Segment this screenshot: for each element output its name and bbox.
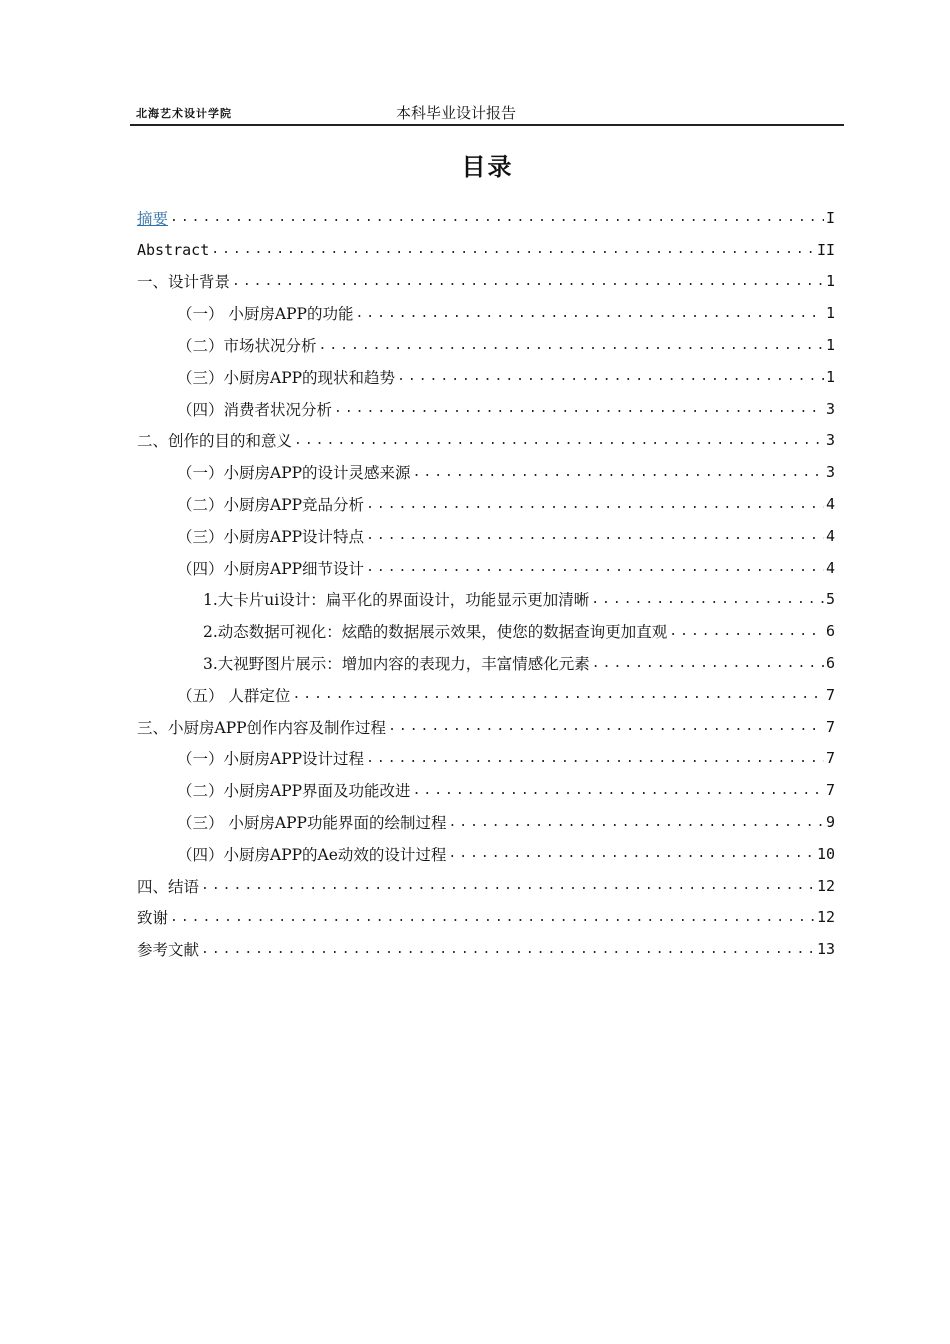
report-type: 本科毕业设计报告 (396, 104, 517, 122)
toc-entry-label: （三）小厨房APP设计特点 (177, 527, 365, 546)
table-of-contents (137, 202, 835, 965)
toc-page-number: 1 (825, 304, 835, 323)
toc-page-number: 6 (825, 622, 835, 641)
toc-entry[interactable] (137, 647, 835, 679)
toc-entry-label: （一）小厨房APP设计过程 (177, 750, 365, 769)
toc-entry-label: （四）消费者状况分析 (177, 400, 333, 419)
toc-page-number: II (816, 240, 835, 259)
toc-page-number: 13 (816, 940, 835, 959)
toc-entry[interactable] (137, 711, 835, 743)
toc-entry[interactable] (137, 902, 835, 934)
toc-entry[interactable] (137, 774, 835, 806)
toc-entry-label: 四、结语 (137, 877, 200, 896)
toc-page-number: 4 (825, 495, 835, 514)
toc-page-number: I (825, 208, 835, 227)
toc-entry[interactable] (137, 456, 835, 488)
toc-entry-label: 三、小厨房APP创作内容及制作过程 (137, 718, 387, 737)
toc-entry-label: （四）小厨房APP的Ae动效的设计过程 (177, 845, 447, 864)
toc-entry[interactable] (137, 679, 835, 711)
toc-dot-leader (355, 306, 823, 321)
toc-entry-label: 参考文献 (137, 941, 200, 960)
toc-dot-leader (366, 497, 824, 512)
toc-dot-leader (592, 656, 824, 671)
toc-entry[interactable] (137, 520, 835, 552)
toc-dot-leader (413, 783, 824, 798)
toc-page-number: 12 (816, 876, 835, 895)
toc-page-number: 4 (825, 526, 835, 545)
toc-entry[interactable] (137, 393, 835, 425)
page-header (130, 102, 843, 124)
toc-dot-leader (366, 560, 824, 575)
toc-entry-label: 3.大视野图片展示：增加内容的表现力，丰富情感化元素 (203, 655, 590, 674)
toc-dot-leader (669, 624, 824, 639)
toc-entry[interactable] (137, 584, 835, 616)
toc-dot-leader (170, 910, 815, 925)
toc-dot-leader (319, 338, 824, 353)
toc-entry[interactable] (137, 425, 835, 457)
toc-page-number: 7 (825, 749, 835, 768)
toc-dot-leader (201, 942, 815, 957)
toc-page-number: 3 (825, 399, 835, 418)
toc-entry[interactable] (137, 743, 835, 775)
toc-entry[interactable] (137, 234, 835, 266)
toc-entry[interactable] (137, 202, 835, 234)
toc-entry-label: （一）小厨房APP的设计灵感来源 (177, 464, 411, 483)
toc-dot-leader (413, 465, 824, 480)
toc-entry-label: 二、创作的目的和意义 (137, 432, 293, 451)
toc-dot-leader (170, 210, 824, 225)
toc-page-number: 12 (816, 908, 835, 927)
toc-entry-label: 1.大卡片ui设计：扁平化的界面设计，功能显示更加清晰 (203, 591, 590, 610)
toc-entry[interactable] (137, 361, 835, 393)
toc-entry[interactable] (137, 297, 835, 329)
toc-entry-label: （二）市场状况分析 (177, 337, 317, 356)
toc-page-number: 10 (816, 844, 835, 863)
toc-entry[interactable] (137, 870, 835, 902)
toc-entry-label: 一、设计背景 (137, 273, 231, 292)
toc-page-number: 1 (825, 367, 835, 386)
toc-page-number: 9 (825, 813, 835, 832)
toc-entry[interactable] (137, 933, 835, 965)
header-divider (130, 124, 844, 126)
toc-entry-label: （一） 小厨房APP的功能 (177, 305, 354, 324)
toc-page-number: 3 (825, 463, 835, 482)
toc-dot-leader (232, 274, 824, 289)
toc-dot-leader (201, 878, 815, 893)
toc-page-number: 1 (825, 272, 835, 291)
toc-entry-label: （三） 小厨房APP功能界面的绘制过程 (177, 814, 447, 833)
toc-entry-label: （二）小厨房APP界面及功能改进 (177, 782, 411, 801)
toc-dot-leader (388, 719, 824, 734)
toc-dot-leader (366, 528, 824, 543)
toc-entry[interactable] (137, 615, 835, 647)
toc-entry[interactable] (137, 838, 835, 870)
toc-page-number: 4 (825, 558, 835, 577)
toc-dot-leader (334, 401, 824, 416)
toc-dot-leader (448, 846, 815, 861)
toc-entry[interactable] (137, 266, 835, 298)
toc-entry[interactable] (137, 806, 835, 838)
toc-entry[interactable] (137, 552, 835, 584)
toc-page-number: 5 (825, 590, 835, 609)
toc-entry-label: （三）小厨房APP的现状和趋势 (177, 368, 396, 387)
page-title: 目录 (461, 153, 514, 181)
toc-dot-leader (448, 815, 823, 830)
toc-entry-label: Abstract (137, 240, 210, 259)
toc-page-number: 7 (825, 685, 835, 704)
toc-dot-leader (211, 242, 815, 257)
toc-entry-label: （二）小厨房APP竞品分析 (177, 496, 365, 515)
school-name: 北海艺术设计学院 (136, 107, 232, 120)
toc-entry[interactable] (137, 488, 835, 520)
toc-entry-label: 2.动态数据可视化：炫酷的数据展示效果，使您的数据查询更加直观 (203, 623, 668, 642)
toc-page-number: 7 (825, 781, 835, 800)
toc-dot-leader (292, 687, 824, 702)
toc-dot-leader (591, 592, 824, 607)
toc-dot-leader (397, 369, 824, 384)
toc-entry[interactable] (137, 329, 835, 361)
toc-page-number: 6 (825, 654, 835, 673)
toc-page-number: 1 (825, 336, 835, 355)
toc-entry-label[interactable]: 摘要 (137, 209, 169, 228)
toc-dot-leader (294, 433, 824, 448)
toc-entry-label: （五） 人群定位 (177, 686, 291, 705)
toc-entry-label: 致谢 (137, 909, 169, 928)
toc-page-number: 3 (825, 431, 835, 450)
toc-page-number: 7 (825, 717, 835, 736)
toc-entry-label: （四）小厨房APP细节设计 (177, 559, 365, 578)
toc-dot-leader (366, 751, 824, 766)
